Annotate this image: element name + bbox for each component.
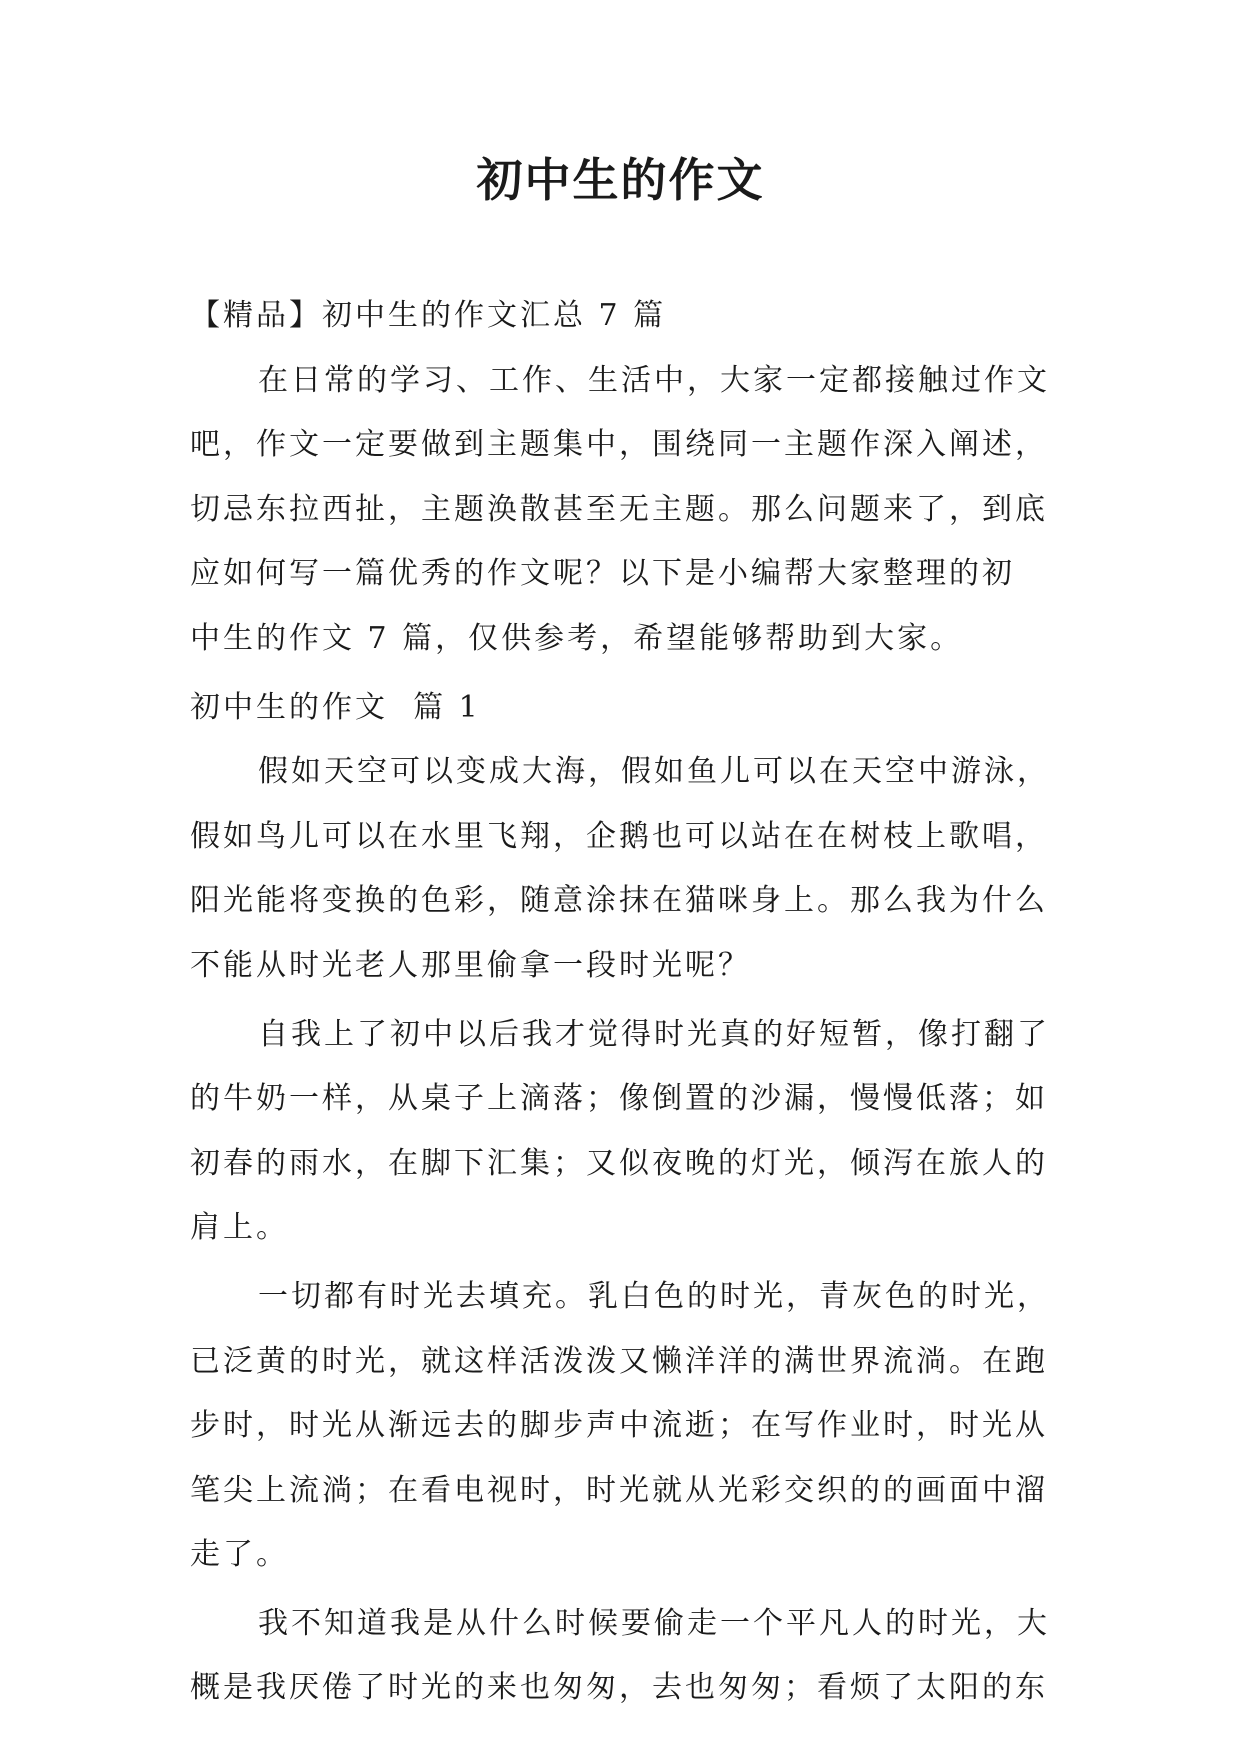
document-body [190,284,1070,1725]
document-title: 初中生的作文 [476,153,765,207]
text-line: 概是我厌倦了时光的来也匆匆，去也匆匆；看烦了太阳的东 [190,1670,1048,1706]
text-line: 的牛奶一样，从桌子上滴落；像倒置的沙漏，慢慢低落；如 [190,1081,1048,1117]
text-line: 笔尖上流淌；在看电视时，时光就从光彩交织的的画面中溜 [190,1472,1048,1508]
text-line: 已泛黄的时光，就这样活泼泼又懒洋洋的满世界流淌。在跑 [190,1343,1048,1379]
text-line: 中生的作文 7 篇，仅供参考，希望能够帮助到大家。 [190,620,964,656]
section-heading: 初中生的作文 篇 1 [190,689,481,725]
essay-paragraph [190,740,1070,998]
text-line: 阳光能将变换的色彩，随意涂抹在猫咪身上。那么我为什么 [190,883,1048,919]
text-line: 切忌东拉西扯，主题涣散甚至无主题。那么问题来了，到底 [190,491,1048,527]
text-line: 吧，作文一定要做到主题集中，围绕同一主题作深入阐述， [190,427,1048,463]
essay-paragraph [190,1003,1070,1261]
text-line: 假如鸟儿可以在水里飞翔，企鹅也可以站在在树枝上歌唱， [190,818,1048,854]
text-line: 应如何写一篇优秀的作文呢？以下是小编帮大家整理的初 [190,556,1015,592]
essay-paragraph [190,1265,1070,1588]
text-line: 一切都有时光去填充。乳白色的时光，青灰色的时光， [258,1278,1050,1314]
text-line: 自我上了初中以后我才觉得时光真的好短暂，像打翻了 [258,1016,1050,1052]
text-line: 肩上。 [190,1210,289,1246]
text-line: 初春的雨水，在脚下汇集；又似夜晚的灯光，倾泻在旅人的 [190,1145,1048,1181]
intro-paragraph [190,349,1070,672]
text-line: 走了。 [190,1537,289,1573]
text-line: 不能从时光老人那里偷拿一段时光呢？ [190,947,751,983]
text-line: 我不知道我是从什么时候要偷走一个平凡人的时光，大 [258,1605,1050,1641]
text-line: 假如天空可以变成大海，假如鱼儿可以在天空中游泳， [258,754,1050,790]
essay-paragraph [190,1592,1070,1721]
document-subtitle: 【精品】初中生的作文汇总 7 篇 [190,298,667,333]
text-line: 在日常的学习、工作、生活中，大家一定都接触过作文 [258,362,1050,398]
text-line: 步时，时光从渐远去的脚步声中流逝；在写作业时，时光从 [190,1408,1048,1444]
